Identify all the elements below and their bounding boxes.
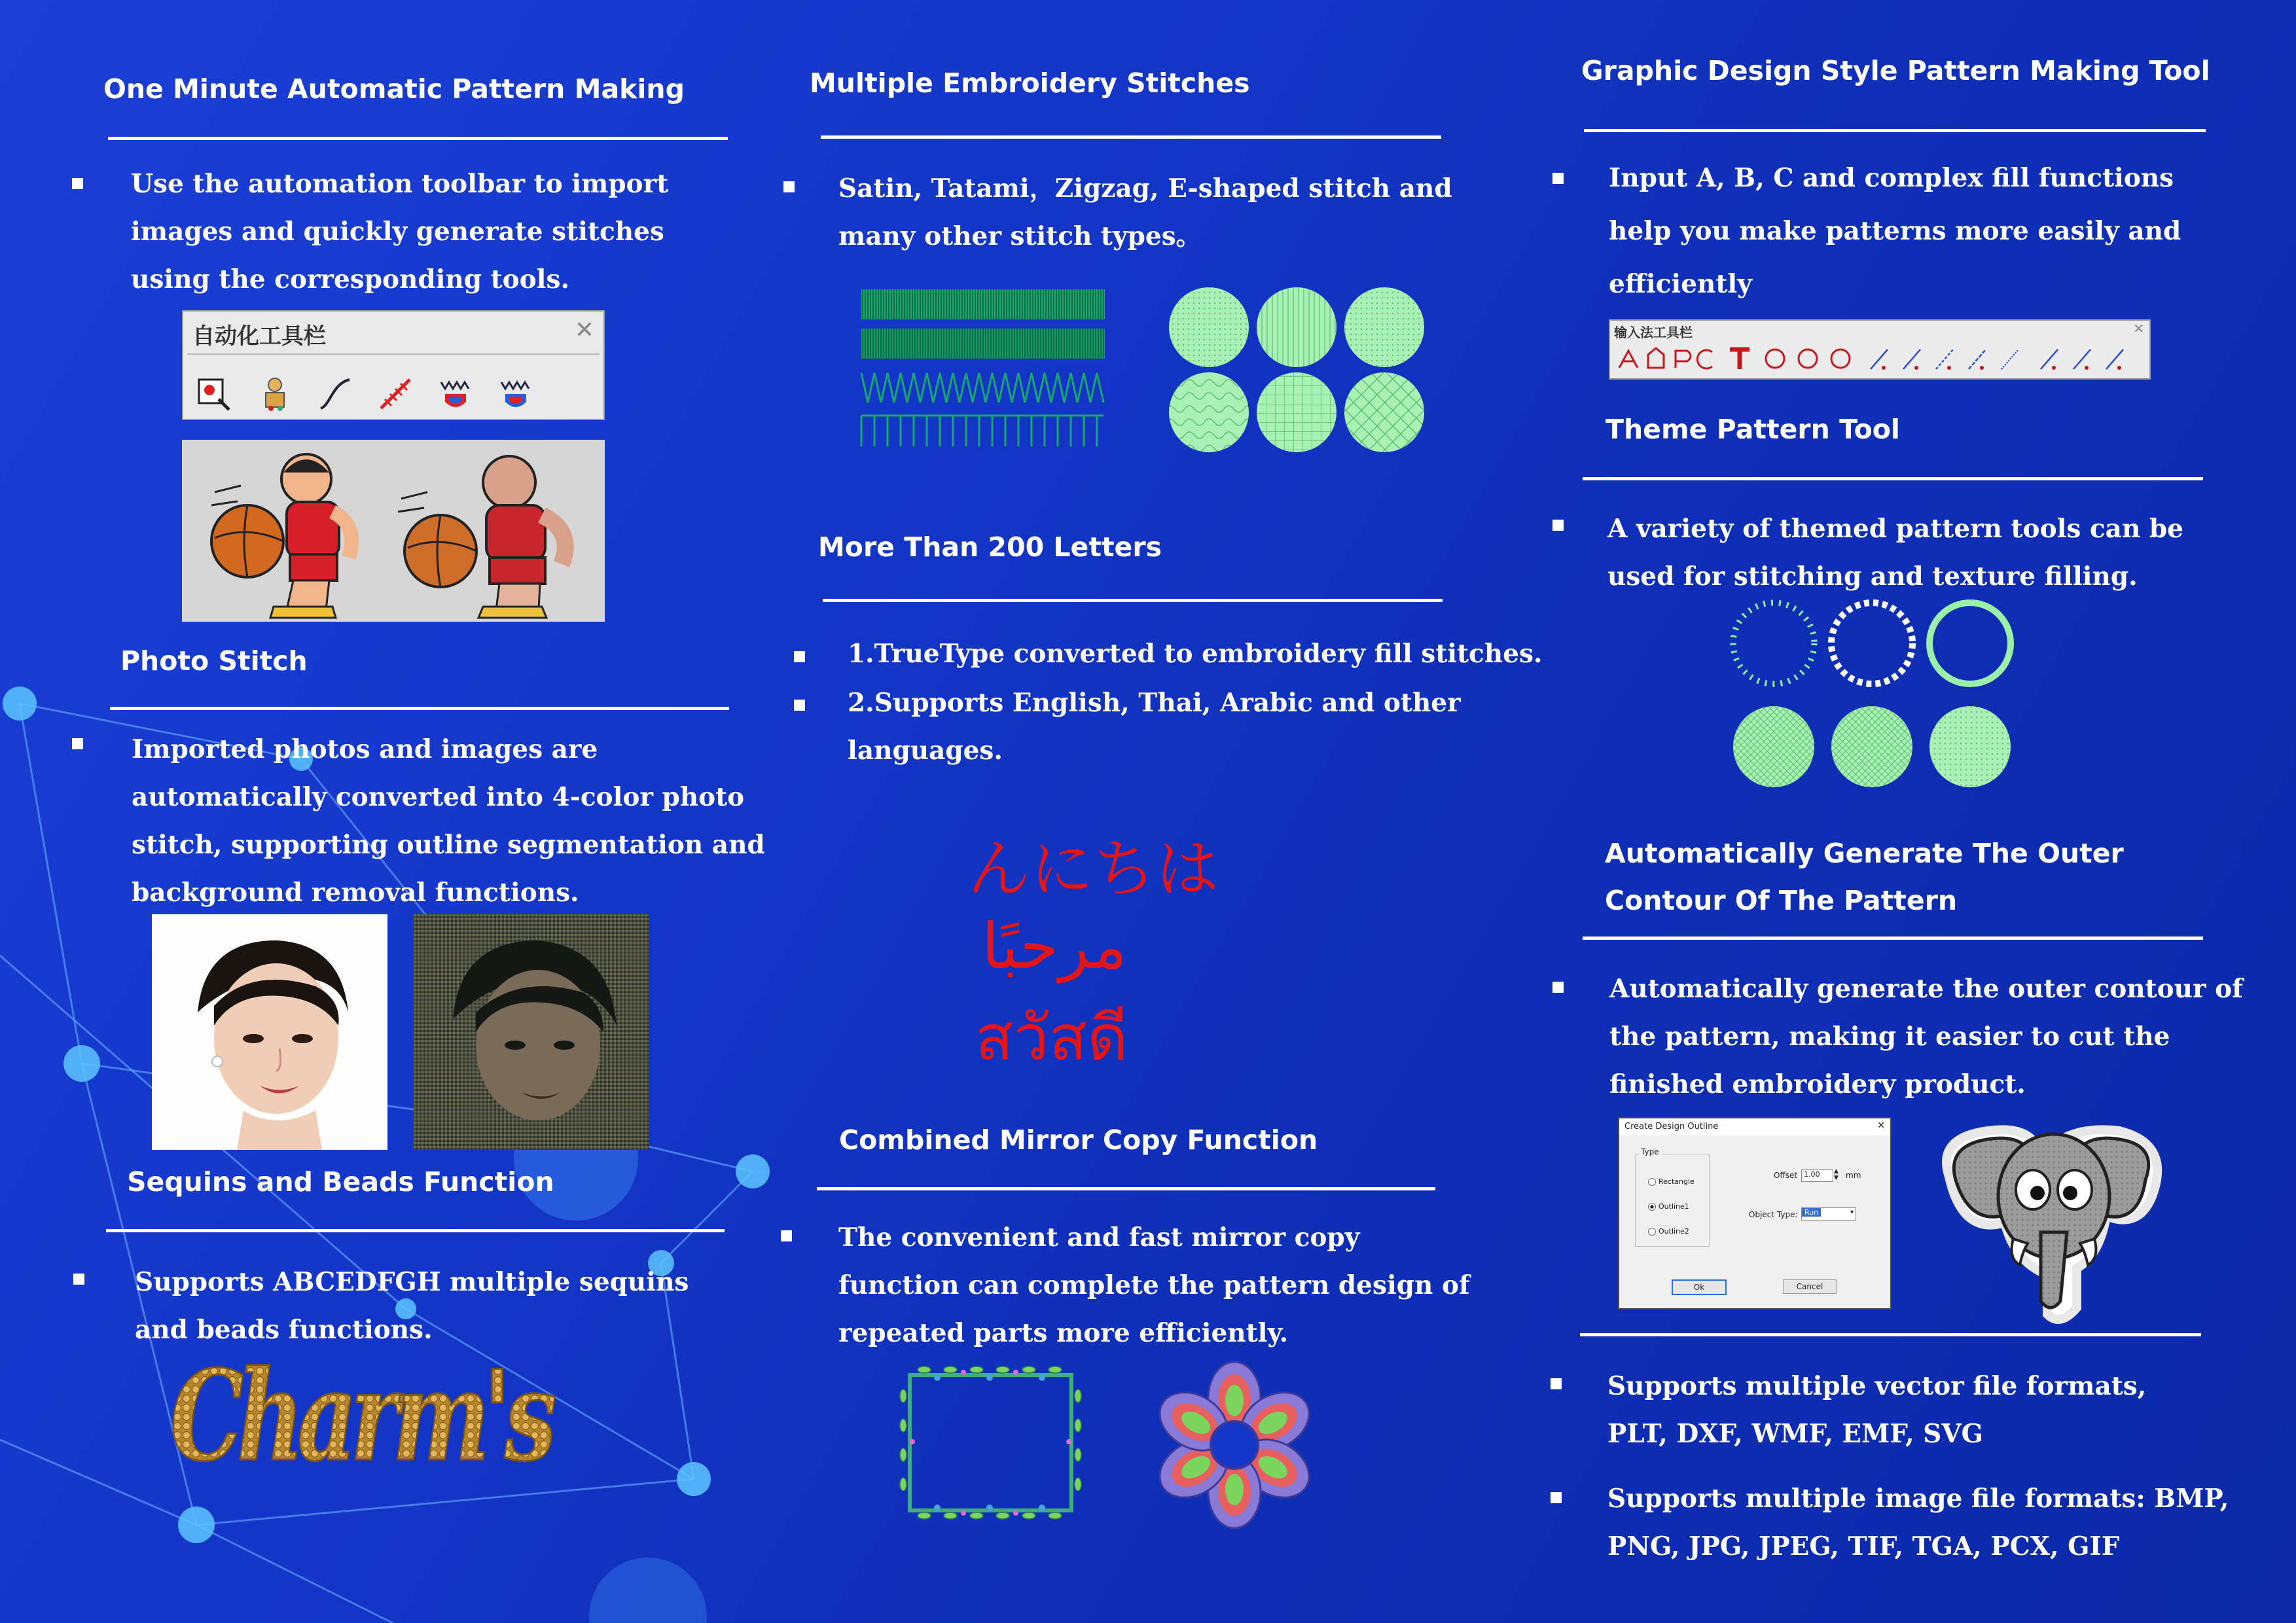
bullet — [794, 651, 805, 662]
stitched-portrait-illustration — [414, 914, 649, 1150]
mirror-copy-heading: Combined Mirror Copy Function — [839, 1124, 1318, 1156]
sequins-text: Supports ABCEDFGH multiple sequins and beads functions. — [135, 1267, 689, 1345]
theme-pattern-heading: Theme Pattern Tool — [1605, 414, 1900, 445]
letters-heading: More Than 200 Letters — [818, 531, 1162, 563]
stitch-line-icon[interactable] — [377, 376, 414, 412]
letters-item-1: 1.TrueType converted to embroidery fill stitches. — [848, 639, 1543, 669]
radio-outline2-label: Outline2 — [1659, 1227, 1689, 1236]
automation-toolbar — [182, 310, 605, 420]
bullet — [72, 178, 83, 189]
thai-sample: สวัสดี — [975, 1001, 1128, 1075]
radio-outline1-label: Outline1 — [1659, 1202, 1689, 1211]
bullet — [72, 738, 83, 749]
divider — [110, 707, 729, 710]
mirror-copy-text: The convenient and fast mirror copy function can complete the pattern design of repeated parts more efficiently. — [838, 1222, 1470, 1348]
gear-badge-icon — [1831, 349, 1850, 368]
offset-spinner-icon[interactable]: ▲ ▼ — [1834, 1168, 1839, 1181]
divider — [106, 1229, 725, 1232]
bullet — [1551, 1378, 1562, 1389]
automatic-pattern-heading: One Minute Automatic Pattern Making — [103, 73, 685, 105]
divider — [821, 135, 1441, 139]
object-type-select[interactable] — [1801, 1207, 1856, 1221]
japanese-sample: んにちは — [967, 832, 1219, 906]
radio-rectangle[interactable] — [1648, 1177, 1695, 1186]
bullet — [1552, 982, 1564, 993]
bullet — [1552, 173, 1564, 184]
mirror-frame-sample — [898, 1363, 1083, 1522]
object-type-value: Run — [1802, 1208, 1821, 1217]
house-icon — [1648, 348, 1664, 368]
theme-pattern-text: A variety of themed pattern tools can be used for stitching and texture filling. — [1607, 514, 2183, 592]
letter-b-icon — [1676, 351, 1691, 368]
text-tool-icon — [1730, 349, 1749, 369]
ok-button[interactable]: Ok — [1672, 1279, 1727, 1295]
offset-unit: mm — [1846, 1171, 1861, 1180]
divider — [1583, 477, 2203, 480]
close-icon[interactable]: ✕ — [574, 317, 594, 344]
badge-tool-icon[interactable] — [437, 376, 474, 412]
graphic-design-heading: Graphic Design Style Pattern Making Tool — [1581, 55, 2210, 86]
photo-stitch-text: Imported photos and images are automatically converted into 4-color photo stitch, supporting outline segmentation and background removal functions. — [132, 734, 765, 908]
outer-contour-heading-line1: Automatically Generate The Outer — [1605, 838, 2124, 869]
photo-stitch-result — [414, 914, 649, 1150]
radio-rectangle-label: Rectangle — [1659, 1177, 1695, 1186]
fill-pattern-circles — [1165, 285, 1433, 455]
letters-item-2: 2.Supports English, Thai, Arabic and other languages. — [848, 688, 1461, 766]
divider — [823, 599, 1443, 602]
bullet — [794, 700, 805, 711]
graphic-design-text: Input A, B, C and complex fill functions help you make patterns more easily and efficiently — [1609, 163, 2181, 299]
create-outline-dialog — [1618, 1117, 1892, 1310]
logo-text: Charm's — [170, 1343, 556, 1489]
embroidery-stitches-heading: Multiple Embroidery Stitches — [810, 67, 1250, 99]
bullet — [73, 1274, 84, 1285]
radio-outline2[interactable] — [1648, 1227, 1689, 1236]
image-import-icon[interactable] — [196, 376, 233, 412]
close-icon[interactable]: ✕ — [1877, 1120, 1885, 1131]
embroidery-stitches-text: Satin, Tatami，Zigzag, E-shaped stitch and many other stitch types。 — [838, 173, 1452, 251]
portrait-illustration — [152, 914, 387, 1150]
automatic-pattern-text: Use the automation toolbar to import images and quickly generate stitches using the corresponding tools. — [131, 169, 669, 294]
letter-c-icon — [1697, 350, 1712, 368]
photo-stitch-heading: Photo Stitch — [120, 645, 308, 677]
input-toolbar-icons — [1615, 344, 2145, 374]
divider — [817, 1187, 1435, 1190]
offset-label: Offset — [1774, 1171, 1798, 1180]
portrait-photo — [152, 914, 387, 1150]
bullet — [1552, 520, 1564, 531]
divider — [108, 137, 728, 140]
sequins-heading: Sequins and Beads Function — [127, 1166, 554, 1198]
theme-pattern-samples — [1728, 594, 2022, 792]
arabic-sample: مرحبًا — [982, 910, 1127, 983]
badge-fill-icon[interactable] — [497, 376, 534, 412]
radio-outline1[interactable] — [1648, 1202, 1689, 1211]
object-type-label: Object Type: — [1749, 1210, 1798, 1219]
basketball-illustration — [182, 440, 605, 622]
close-icon[interactable]: ✕ — [2133, 321, 2144, 336]
divider — [1584, 129, 2206, 132]
divider — [1583, 936, 2203, 940]
vector-formats-text: Supports multiple vector file formats, PLT, DXF, WMF, EMF, SVG — [1607, 1371, 2147, 1449]
outer-contour-heading-line2: Contour Of The Pattern — [1605, 885, 1958, 916]
bullet — [783, 181, 795, 192]
toolbar-title: 输入法工具栏 — [1614, 325, 1693, 340]
bullet — [1551, 1492, 1562, 1503]
image-formats-text: Supports multiple image file formats: BMP, PNG, JPG, JPEG, TIF, TGA, PCX, GIF — [1607, 1484, 2229, 1561]
auto-digitize-icon[interactable] — [257, 376, 293, 412]
type-label: Type — [1639, 1147, 1661, 1156]
basketball-player-images — [182, 440, 605, 622]
cancel-button[interactable]: Cancel — [1783, 1279, 1837, 1294]
outer-contour-text: Automatically generate the outer contour of the pattern, making it easier to cut the finished embroidery product. — [1609, 974, 2243, 1099]
letter-a-icon — [1619, 351, 1638, 368]
dialog-title: Create Design Outline — [1619, 1118, 1890, 1135]
input-toolbar — [1609, 319, 2151, 380]
star-badge-icon — [1766, 349, 1784, 368]
chevron-down-icon: ▾ — [1850, 1209, 1854, 1216]
curve-tool-icon[interactable] — [317, 376, 353, 412]
charms-sequin-logo — [164, 1343, 556, 1489]
divider — [1580, 1333, 2201, 1336]
stitch-samples — [857, 281, 1119, 452]
elephant-outline-sample — [1936, 1118, 2172, 1329]
offset-input[interactable]: 1.00 — [1801, 1169, 1833, 1182]
mirror-flower-sample — [1151, 1363, 1318, 1527]
toolbar-title: 自动化工具栏 — [192, 323, 326, 349]
line-tool-icon — [1871, 349, 1888, 369]
round-badge-icon — [1799, 349, 1817, 368]
bullet — [781, 1230, 792, 1241]
